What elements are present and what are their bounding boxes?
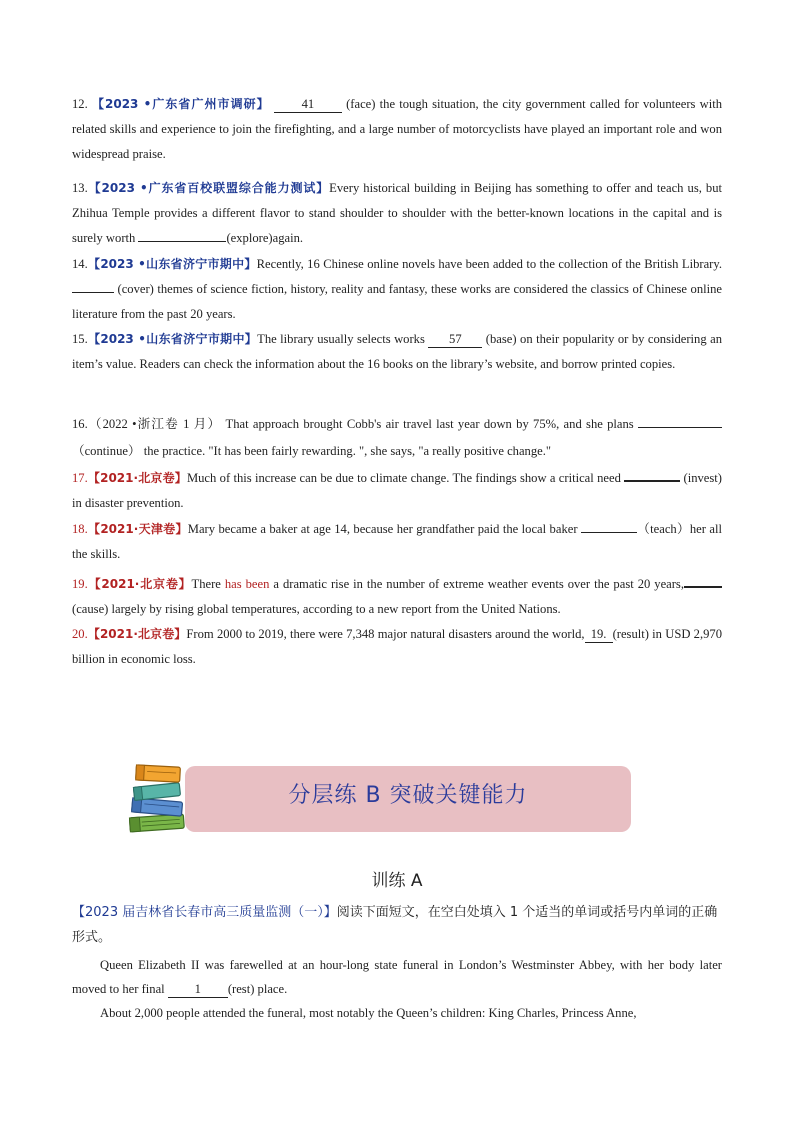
question-source: 【2021·天津卷】 (87, 522, 188, 536)
question-13 (72, 176, 722, 251)
question-text: Much of this increase can be due to climate change. The findings show a critical need (186, 471, 625, 485)
question-text: (face) the tough situation, the city government called for volunteers with related skills and experience to join the firefighting, and a large number of motorcyclists have played an important role and won widespread praise. (72, 97, 722, 161)
question-text: (cause) largely by rising global temperatures, according to a new report from the United Nations. (72, 602, 561, 616)
question-12 (72, 92, 722, 167)
books-icon (124, 760, 190, 838)
answer-blank[interactable]: 41 (274, 97, 342, 113)
question-text: (base) on their popularity or by considering an item’s value. Readers can check the information about the 16 books on the library’s website, and borrow printed copies. (72, 332, 722, 371)
highlighted-phrase: has been (224, 577, 270, 591)
paragraph-text: Queen Elizabeth II was farewelled at an hour-long state funeral in London’s Westminster Abbey, with her body later moved to her final (72, 958, 722, 996)
question-19 (72, 572, 722, 622)
section-title: 训练 A (371, 871, 423, 891)
section-banner (185, 766, 631, 832)
passage-paragraph (72, 953, 722, 1001)
answer-blank[interactable]: 57 (428, 332, 482, 348)
question-source: 【2023 •广东省广州市调研】 (91, 97, 270, 111)
question-17 (72, 466, 722, 516)
question-text: （teach）her all the skills. (72, 522, 722, 561)
answer-blank[interactable]: 19. (585, 627, 613, 643)
answer-blank[interactable] (684, 586, 722, 588)
banner-title: 分层练 B 突破关键能力 (288, 783, 528, 808)
question-text: There (191, 577, 225, 591)
passage-paragraph (72, 1001, 722, 1025)
question-number: 18. (72, 522, 88, 536)
passage-instructions (72, 900, 722, 950)
question-text: （continue） the practice. "It has been fairly rewarding. ", she says, "a really positive change." (72, 444, 552, 458)
question-text: (cover) themes of science fiction, history, reality and fantasy, these works are considered the classics of Chinese online literature from the past 20 years. (72, 282, 722, 321)
question-text: The library usually selects works (257, 332, 429, 346)
passage-source: 【2023 届吉林省长春市高三质量监测（一）】 (72, 905, 337, 920)
question-20 (72, 622, 722, 672)
question-text: Recently, 16 Chinese online novels have been added to the collection of the British Library. (256, 257, 722, 271)
question-text: (invest) in disaster prevention. (72, 471, 722, 510)
answer-blank[interactable] (72, 292, 114, 293)
answer-blank[interactable] (638, 427, 722, 428)
paragraph-text: About 2,000 people attended the funeral, most notably the Queen’s children: King Charles, Princess Anne, (100, 1006, 637, 1020)
question-15 (72, 327, 722, 377)
question-number: 12. (72, 97, 88, 111)
question-number: 16. (72, 417, 88, 431)
question-source: 【2023 •山东省济宁市期中】 (87, 332, 258, 346)
question-source: 【2021·北京卷】 (87, 627, 187, 641)
question-text: (explore)again. (226, 231, 304, 245)
question-text: That approach brought Cobb's air travel last year down by 75%, and she plans (225, 417, 638, 431)
answer-blank[interactable]: 1 (168, 982, 228, 998)
question-source: （2022 •浙江卷 1 月） (87, 417, 222, 431)
question-text: Mary became a baker at age 14, because her grandfather paid the local baker (187, 522, 581, 536)
question-source: 【2021·北京卷】 (87, 471, 187, 485)
question-number: 13. (72, 181, 88, 195)
question-text: a dramatic rise in the number of extreme weather events over the past 20 years, (269, 577, 684, 591)
question-number: 17. (72, 471, 88, 485)
question-source: 【2023 •广东省百校联盟综合能力测试】 (87, 181, 330, 195)
answer-blank[interactable] (138, 241, 226, 242)
question-number: 19. (72, 577, 88, 591)
question-text: From 2000 to 2019, there were 7,348 major natural disasters around the world, (186, 627, 585, 641)
question-18 (72, 517, 722, 567)
question-source: 【2023 •山东省济宁市期中】 (87, 257, 257, 271)
question-14 (72, 252, 722, 327)
question-number: 20. (72, 627, 88, 641)
answer-blank[interactable] (624, 480, 680, 482)
instruction-text: 阅读下面短文，在空白处填入 1 个适当的单词或括号内单词的正确形式。 (72, 905, 718, 945)
paragraph-text: (rest) place. (227, 982, 288, 996)
question-text: Every historical building in Beijing has something to offer and teach us, but Zhihua Temple provides a different flavor to stand shoulder to shoulder with the better-known locations in the capital and is surely worth (72, 181, 723, 245)
answer-blank[interactable] (581, 532, 637, 533)
question-number: 15. (72, 332, 88, 346)
question-16 (72, 411, 722, 465)
question-source: 【2021·北京卷】 (87, 577, 192, 591)
question-text: (result) in USD 2,970 billion in economic loss. (72, 627, 722, 666)
question-number: 14. (72, 257, 88, 271)
